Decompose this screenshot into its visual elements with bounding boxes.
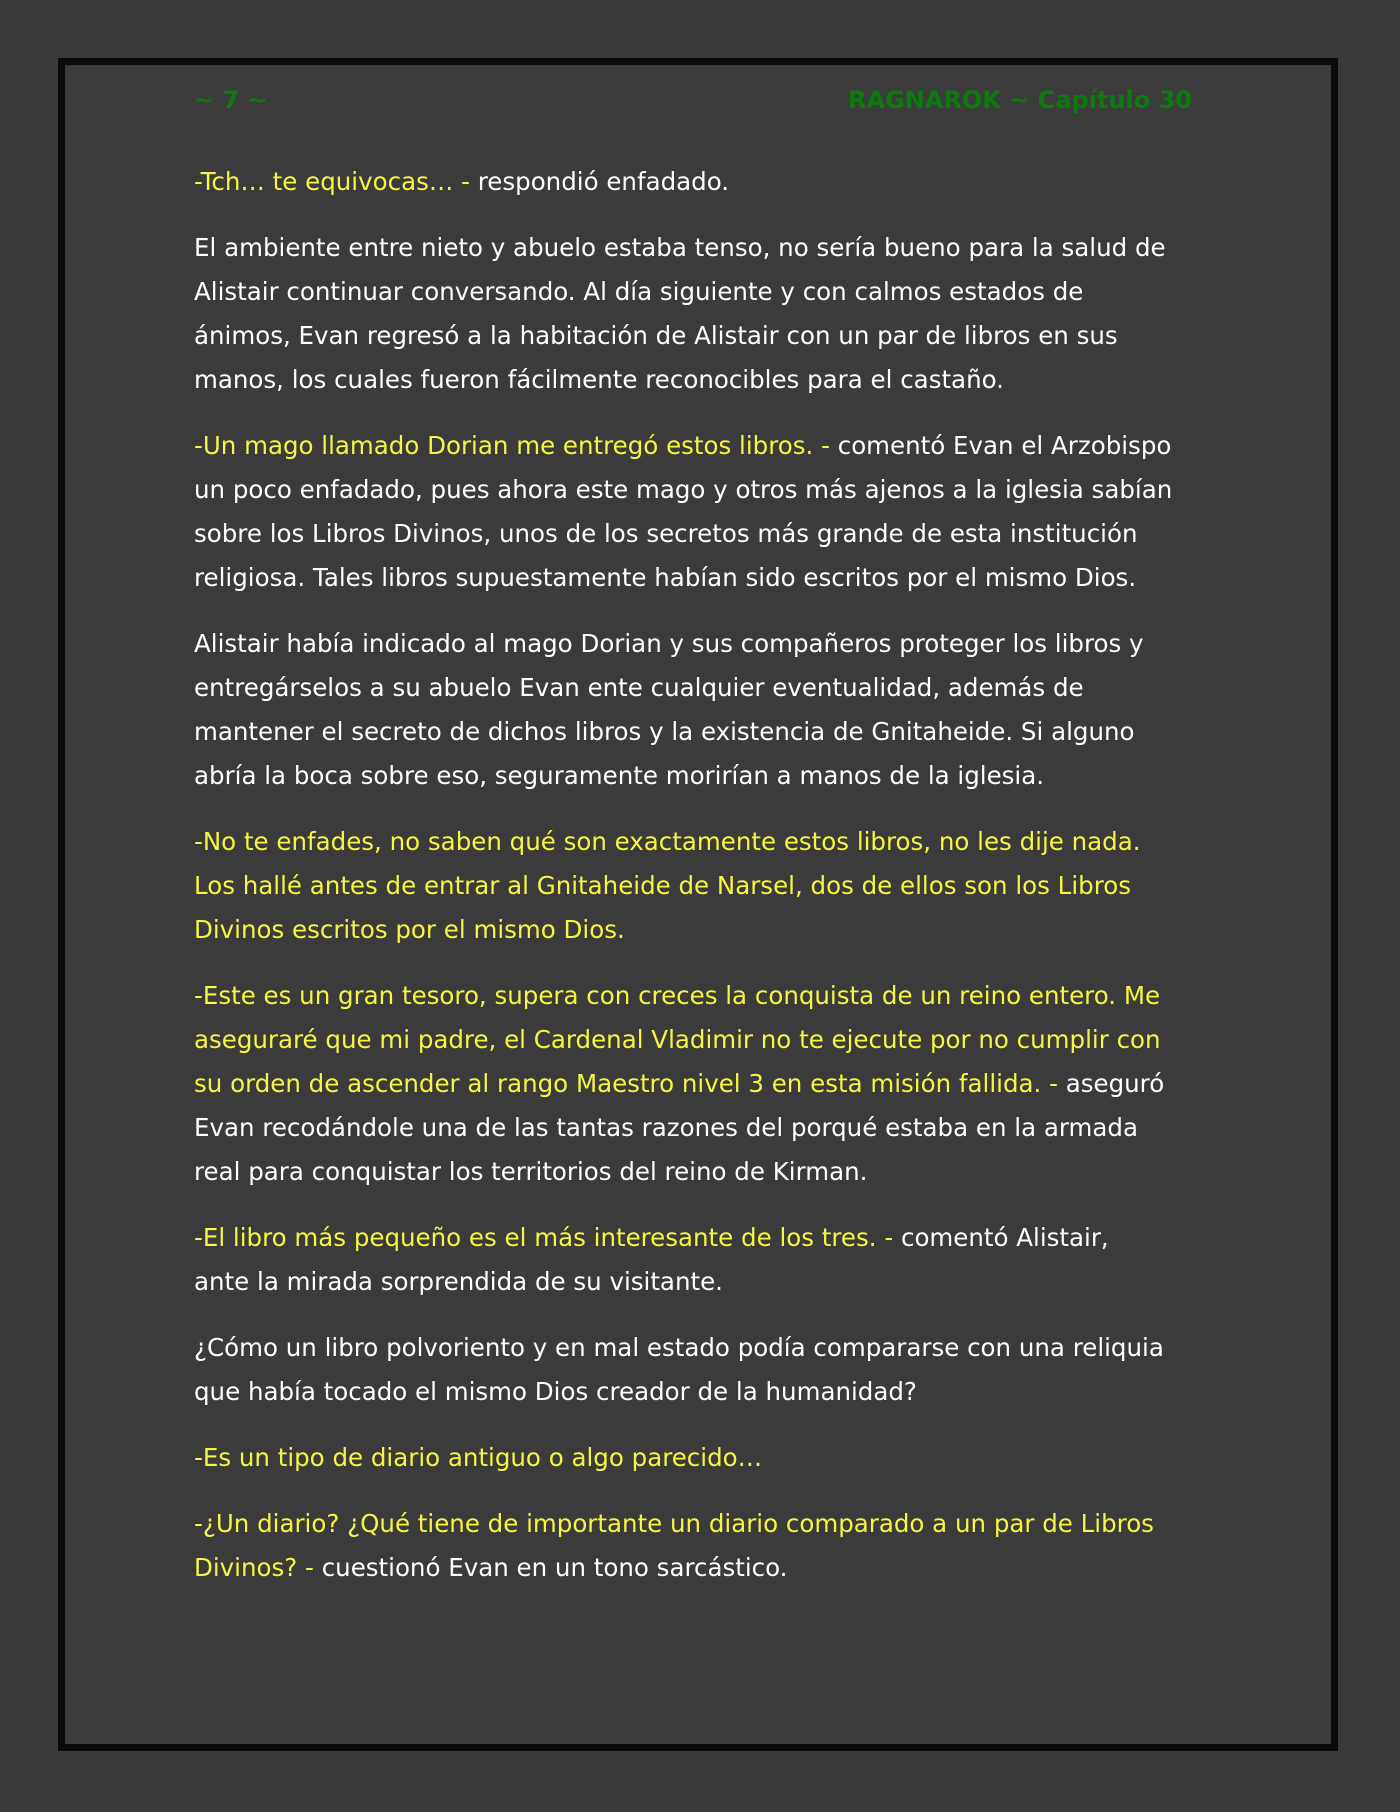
paragraph bbox=[194, 226, 1206, 402]
dialogue-text: -No te enfades, no saben qué son exactamente estos libros, no les dije nada. Los hallé antes de entrar al Gnitaheide de Narsel, dos de ellos son los Libros Divinos escritos por el mismo Dios. bbox=[194, 827, 1141, 944]
dialogue-text: -Este es un gran tesoro, supera con creces la conquista de un reino entero. Me aseguraré que mi padre, el Cardenal Vladimir no te ejecute por no cumplir con su orden de ascender al rango Maestro nivel 3 en esta misión fallida. - bbox=[194, 981, 1161, 1098]
running-title: RAGNAROK ~ Capítulo 30 bbox=[848, 86, 1192, 114]
dialogue-text: -Un mago llamado Dorian me entregó estos libros. - bbox=[194, 431, 830, 460]
dialogue-text: -¿Un diario? ¿Qué tiene de importante un diario comparado a un par de Libros Divinos? - bbox=[194, 1509, 1154, 1582]
narration-text: respondió enfadado. bbox=[469, 167, 730, 196]
paragraph bbox=[194, 1436, 1206, 1480]
narration-text: comentó Alistair, ante la mirada sorprendida de su visitante. bbox=[194, 1223, 1109, 1296]
chapter-text bbox=[194, 160, 1206, 1612]
narration-text: cuestionó Evan en un tono sarcástico. bbox=[313, 1553, 788, 1582]
page-header bbox=[194, 86, 1192, 118]
paragraph bbox=[194, 1216, 1206, 1304]
narration-text: comentó Evan el Arzobispo un poco enfadado, pues ahora este mago y otros más ajenos a la iglesia sabían sobre los Libros Divinos, unos de los secretos más grande de esta institución religiosa. Tales libros supuestamente habían sido escritos por el mismo Dios. bbox=[194, 431, 1173, 592]
paragraph bbox=[194, 1326, 1206, 1414]
narration-text: El ambiente entre nieto y abuelo estaba tenso, no sería bueno para la salud de Alistair continuar conversando. Al día siguiente y con calmos estados de ánimos, Evan regresó a la habitación de Alistair con un par de libros en sus manos, los cuales fueron fácilmente reconocibles para el castaño. bbox=[194, 233, 1166, 394]
narration-text: aseguró Evan recodándole una de las tantas razones del porqué estaba en la armada real para conquistar los territorios del reino de Kirman. bbox=[194, 1069, 1165, 1186]
paragraph bbox=[194, 160, 1206, 204]
paragraph bbox=[194, 424, 1206, 600]
narration-text: ¿Cómo un libro polvoriento y en mal estado podía compararse con una reliquia que había tocado el mismo Dios creador de la humanidad? bbox=[194, 1333, 1164, 1406]
dialogue-text: -El libro más pequeño es el más interesante de los tres. - bbox=[194, 1223, 894, 1252]
paragraph bbox=[194, 820, 1206, 952]
paragraph bbox=[194, 622, 1206, 798]
narration-text: Alistair había indicado al mago Dorian y sus compañeros proteger los libros y entregárselos a su abuelo Evan ente cualquier eventualidad, además de mantener el secreto de dichos libros y la existencia de Gnitaheide. Si alguno abría la boca sobre eso, seguramente morirían a manos de la iglesia. bbox=[194, 629, 1144, 790]
paragraph bbox=[194, 1502, 1206, 1590]
paragraph bbox=[194, 974, 1206, 1194]
page-number: ~ 7 ~ bbox=[194, 86, 268, 114]
dialogue-text: -Tch… te equivocas… - bbox=[194, 167, 470, 196]
dialogue-text: -Es un tipo de diario antiguo o algo parecido… bbox=[194, 1443, 763, 1472]
